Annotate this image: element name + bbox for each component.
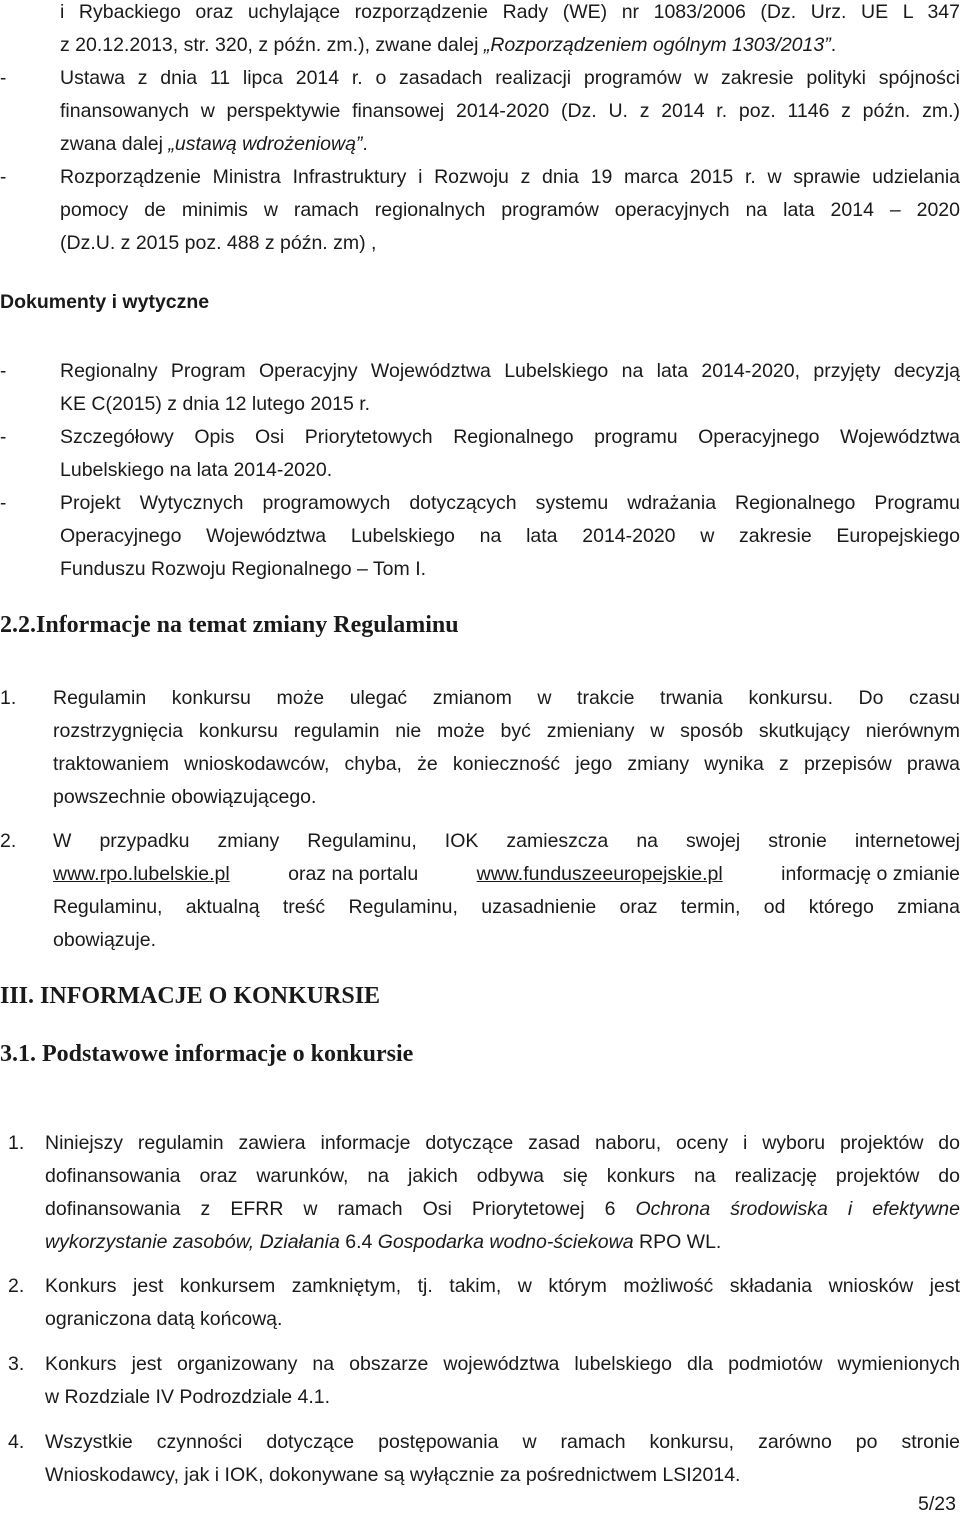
regulation-continuation-line2: z 20.12.2013, str. 320, z późn. zm.), zwane dalej „Rozporządzeniem ogólnym 1303/2013”. xyxy=(60,34,837,56)
dash-bullet: - xyxy=(0,167,7,188)
dash-bullet: - xyxy=(0,361,7,382)
dash-bullet: - xyxy=(0,493,7,514)
regulation-continuation: i Rybackiego oraz uchylające rozporządzenie Rady (WE) nr 1083/2006 (Dz. Urz. UE L 347 xyxy=(60,1,960,23)
section-heading-3-1: 3.1. Podstawowe informacje o konkursie xyxy=(0,1041,414,1067)
rpo-lubelskie-link[interactable]: www.rpo.lubelskie.pl xyxy=(53,863,230,885)
fundusze-europejskie-link[interactable]: www.funduszeeuropejskie.pl xyxy=(476,863,723,885)
page-number: 5/23 xyxy=(918,1493,956,1515)
dash-bullet: - xyxy=(0,68,7,89)
section-heading-III: III. INFORMACJE O KONKURSIE xyxy=(0,983,381,1009)
dash-bullet: - xyxy=(0,427,7,448)
section-heading-2-2: 2.2.Informacje na temat zmiany Regulaminu xyxy=(0,612,459,638)
documents-heading: Dokumenty i wytyczne xyxy=(0,291,210,313)
